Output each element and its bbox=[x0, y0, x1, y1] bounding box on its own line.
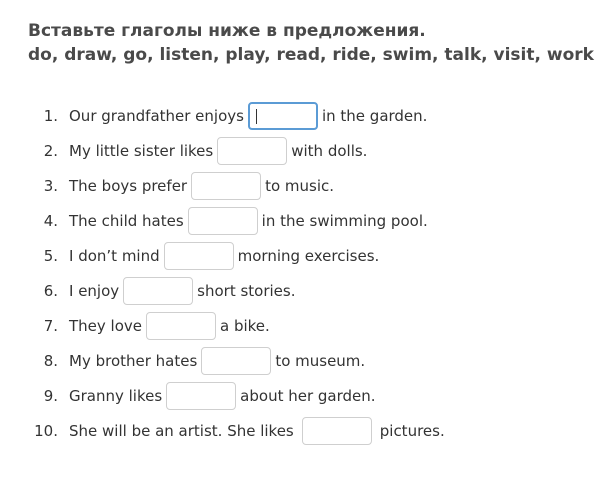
answer-input-10[interactable] bbox=[302, 417, 372, 445]
sentence-number: 6. bbox=[43, 282, 58, 300]
sentence-row-7 bbox=[28, 310, 270, 342]
answer-input-9[interactable] bbox=[166, 382, 236, 410]
sentence-text-before: Our grandfather enjoys bbox=[69, 107, 244, 125]
sentence-row-9 bbox=[28, 380, 376, 412]
sentence-text-after: about her garden. bbox=[240, 387, 376, 405]
sentence-text-before: They love bbox=[69, 317, 142, 335]
answer-input-5[interactable] bbox=[164, 242, 234, 270]
answer-input-2[interactable] bbox=[217, 137, 287, 165]
answer-input-8[interactable] bbox=[201, 347, 271, 375]
sentence-number: 8. bbox=[43, 352, 58, 370]
exercise-instruction: Вставьте глаголы ниже в предложения. bbox=[28, 21, 426, 41]
sentence-number: 2. bbox=[43, 142, 58, 160]
answer-input-4[interactable] bbox=[188, 207, 258, 235]
sentence-number: 1. bbox=[43, 107, 58, 125]
sentence-text-before: My brother hates bbox=[69, 352, 198, 370]
sentence-text-after: pictures. bbox=[379, 422, 445, 440]
sentence-text-after: in the swimming pool. bbox=[261, 212, 428, 230]
sentence-row-3 bbox=[28, 170, 334, 202]
sentence-text-before: I don’t mind bbox=[69, 247, 160, 265]
text-caret bbox=[256, 109, 257, 124]
sentence-text-after: short stories. bbox=[197, 282, 296, 300]
sentence-row-8 bbox=[28, 345, 365, 377]
sentence-row-1 bbox=[28, 100, 427, 132]
answer-input-7[interactable] bbox=[146, 312, 216, 340]
answer-input-6[interactable] bbox=[123, 277, 193, 305]
sentence-text-after: to museum. bbox=[275, 352, 366, 370]
answer-input-1[interactable] bbox=[248, 102, 318, 130]
sentence-text-after: in the garden. bbox=[321, 107, 428, 125]
sentence-text-before: My little sister likes bbox=[69, 142, 214, 160]
exercise-header bbox=[28, 19, 594, 67]
sentence-row-4 bbox=[28, 205, 428, 237]
sentence-text-after: with dolls. bbox=[291, 142, 368, 160]
sentence-number: 4. bbox=[43, 212, 58, 230]
sentence-row-6 bbox=[28, 275, 296, 307]
sentence-text-after: a bike. bbox=[220, 317, 270, 335]
sentence-number: 7. bbox=[43, 317, 58, 335]
sentence-text-before: She will be an artist. She likes bbox=[69, 422, 294, 440]
sentence-text-before: The boys prefer bbox=[69, 177, 188, 195]
sentence-text-before: I enjoy bbox=[69, 282, 120, 300]
sentence-number: 5. bbox=[43, 247, 58, 265]
sentence-text-after: morning exercises. bbox=[237, 247, 380, 265]
sentence-text-after: to music. bbox=[265, 177, 335, 195]
sentence-text-before: Granny likes bbox=[69, 387, 163, 405]
sentence-text-before: The child hates bbox=[69, 212, 184, 230]
sentence-row-2 bbox=[28, 135, 367, 167]
sentence-row-10 bbox=[28, 415, 445, 447]
sentence-row-5 bbox=[28, 240, 379, 272]
answer-input-3[interactable] bbox=[191, 172, 261, 200]
sentence-number: 9. bbox=[43, 387, 58, 405]
verb-word-bank: do, draw, go, listen, play, read, ride, swim, talk, visit, work bbox=[28, 45, 594, 65]
sentence-number: 3. bbox=[43, 177, 58, 195]
sentence-number: 10. bbox=[34, 422, 58, 440]
